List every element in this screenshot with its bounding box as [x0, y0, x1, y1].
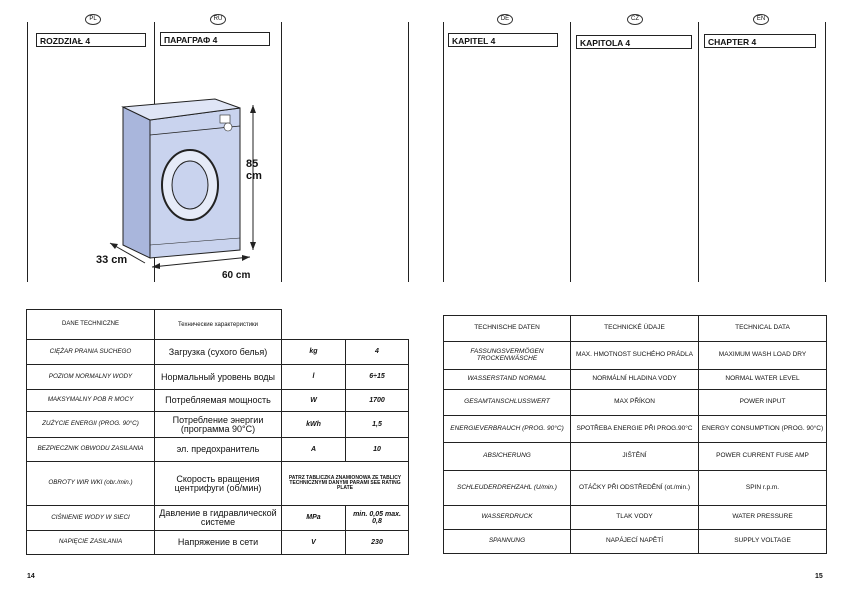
- table-cell: MAX. HMOTNOST SUCHÉHO PRÁDLA: [571, 342, 699, 370]
- technical-data-table-de-cz-en: [443, 315, 827, 554]
- table-cell: FASSUNGSVERMÖGEN TROCKENWÄSCHE: [444, 342, 571, 370]
- table-cell: JIŠTĚNÍ: [571, 443, 699, 471]
- table-cell: POZIOM NORMALNY WODY: [27, 365, 155, 390]
- table-cell: V: [282, 531, 346, 555]
- table-cell: kWh: [282, 412, 346, 438]
- table-cell: ZUŻYCIE ENERGII (PROG. 90°C): [27, 412, 155, 438]
- table-row: [27, 412, 409, 438]
- table-header-cell: TECHNICKÉ ÚDAJE: [571, 316, 699, 342]
- table-cell: WATER PRESSURE: [699, 506, 827, 530]
- language-flag-cz: CZ: [627, 14, 643, 25]
- table-cell: Потребляемая мощность: [155, 390, 282, 412]
- language-flag-en: EN: [753, 14, 769, 25]
- column-rule: [408, 22, 409, 282]
- table-cell: 4: [346, 340, 409, 365]
- table-row: [444, 416, 827, 443]
- table-cell: SPOTŘEBA ENERGIE PŘI PROG.90°C: [571, 416, 699, 443]
- table-row: [444, 443, 827, 471]
- chapter-heading-en: CHAPTER 4: [704, 34, 816, 48]
- column-rule: [281, 22, 282, 282]
- width-dimension-label: 60 cm: [222, 270, 251, 281]
- chapter-heading-de: KAPITEL 4: [448, 33, 558, 47]
- table-cell: TLAK VODY: [571, 506, 699, 530]
- table-header-cell: Технические характеристики: [155, 310, 282, 340]
- table-cell: W: [282, 390, 346, 412]
- table-header-row: [27, 310, 409, 340]
- table-cell: NORMÁLNÍ HLADINA VODY: [571, 370, 699, 390]
- table-cell: A: [282, 438, 346, 462]
- table-row: [27, 438, 409, 462]
- table-row: [444, 530, 827, 554]
- table-cell: OBROTY WIR WKI (obr./min.): [27, 462, 155, 506]
- table-cell: Скорость вращения центрифуги (об/мин): [155, 462, 282, 506]
- table-cell: 6÷15: [346, 365, 409, 390]
- table-row: [27, 390, 409, 412]
- table-cell: POWER INPUT: [699, 390, 827, 416]
- table-cell: MAKSYMALNY POB R MOCY: [27, 390, 155, 412]
- table-header-row: [444, 316, 827, 342]
- table-cell: 1700: [346, 390, 409, 412]
- page-number-right: 15: [815, 573, 823, 580]
- table-cell: MPa: [282, 506, 346, 531]
- language-flag-de: DE: [497, 14, 513, 25]
- table-cell: kg: [282, 340, 346, 365]
- table-header-cell: DANE TECHNICZNE: [27, 310, 155, 340]
- table-cell: SPANNUNG: [444, 530, 571, 554]
- table-row: [27, 506, 409, 531]
- language-flag-pl: PL: [85, 14, 101, 25]
- table-header-cell: [282, 310, 346, 340]
- column-rule: [443, 22, 444, 282]
- chapter-heading-cz: KAPITOLA 4: [576, 35, 692, 49]
- table-cell: MAXIMUM WASH LOAD DRY: [699, 342, 827, 370]
- table-cell: Нормальный уровень воды: [155, 365, 282, 390]
- table-cell: POWER CURRENT FUSE AMP: [699, 443, 827, 471]
- table-cell: 10: [346, 438, 409, 462]
- table-cell: GESAMTANSCHLUSSWERT: [444, 390, 571, 416]
- language-flag-ru: RU: [210, 14, 226, 25]
- table-cell: ENERGIEVERBRAUCH (PROG. 90°C): [444, 416, 571, 443]
- table-cell: Потребление энергии (программа 90°C): [155, 412, 282, 438]
- table-cell: ABSICHERUNG: [444, 443, 571, 471]
- column-rule: [27, 22, 28, 282]
- table-cell: 230: [346, 531, 409, 555]
- table-row: [27, 531, 409, 555]
- table-header-cell: TECHNISCHE DATEN: [444, 316, 571, 342]
- table-cell: Давление в гидравлической системе: [155, 506, 282, 531]
- table-row: [27, 462, 409, 506]
- table-cell: SUPPLY VOLTAGE: [699, 530, 827, 554]
- table-cell: WASSERDRUCK: [444, 506, 571, 530]
- column-rule: [570, 22, 571, 282]
- column-rule: [825, 22, 826, 282]
- table-row: [444, 370, 827, 390]
- table-cell: ENERGY CONSUMPTION (PROG. 90°C): [699, 416, 827, 443]
- table-cell: NORMAL WATER LEVEL: [699, 370, 827, 390]
- table-cell: Напряжение в сети: [155, 531, 282, 555]
- table-header-cell: TECHNICAL DATA: [699, 316, 827, 342]
- table-row: [27, 365, 409, 390]
- table-row: [444, 390, 827, 416]
- table-cell: MAX PŘÍKON: [571, 390, 699, 416]
- depth-dimension-label: 33 cm: [96, 254, 128, 266]
- column-rule: [698, 22, 699, 282]
- table-cell: Загрузка (сухого белья): [155, 340, 282, 365]
- table-cell: min. 0,05 max. 0,8: [346, 506, 409, 531]
- table-row: [444, 342, 827, 370]
- table-cell: WASSERSTAND NORMAL: [444, 370, 571, 390]
- table-cell: CIĘŻAR PRANIA SUCHEGO: [27, 340, 155, 365]
- table-row: [27, 340, 409, 365]
- table-row: [444, 471, 827, 506]
- table-cell: SCHLEUDERDREHZAHL (U/min.): [444, 471, 571, 506]
- table-row: [444, 506, 827, 530]
- table-header-cell: [346, 310, 409, 340]
- chapter-heading-pl: ROZDZIAŁ 4: [36, 33, 146, 47]
- table-cell: эл. предохранитель: [155, 438, 282, 462]
- table-cell: SPIN r.p.m.: [699, 471, 827, 506]
- chapter-heading-ru: ПАРАГРАФ 4: [160, 32, 270, 46]
- technical-data-table-pl-ru: [26, 309, 409, 555]
- height-dimension-label: 85 cm: [246, 158, 262, 182]
- table-cell: PATRZ TABLICZKA ZNAMIONOWA ZE TABLICY TECHNICZNYMI DANYMI PARAMI SEE RATING PLATE: [282, 462, 409, 506]
- table-cell: NAPIĘCIE ZASILANIA: [27, 531, 155, 555]
- page-number-left: 14: [27, 573, 35, 580]
- table-cell: OTÁČKY PŘI ODSTŘEDĚNÍ (ot./min.): [571, 471, 699, 506]
- table-cell: l: [282, 365, 346, 390]
- table-cell: CIŚNIENIE WODY W SIECI: [27, 506, 155, 531]
- table-cell: NAPÁJECÍ NAPĚTÍ: [571, 530, 699, 554]
- table-cell: 1,5: [346, 412, 409, 438]
- table-cell: BEZPIECZNIK OBWODU ZASILANIA: [27, 438, 155, 462]
